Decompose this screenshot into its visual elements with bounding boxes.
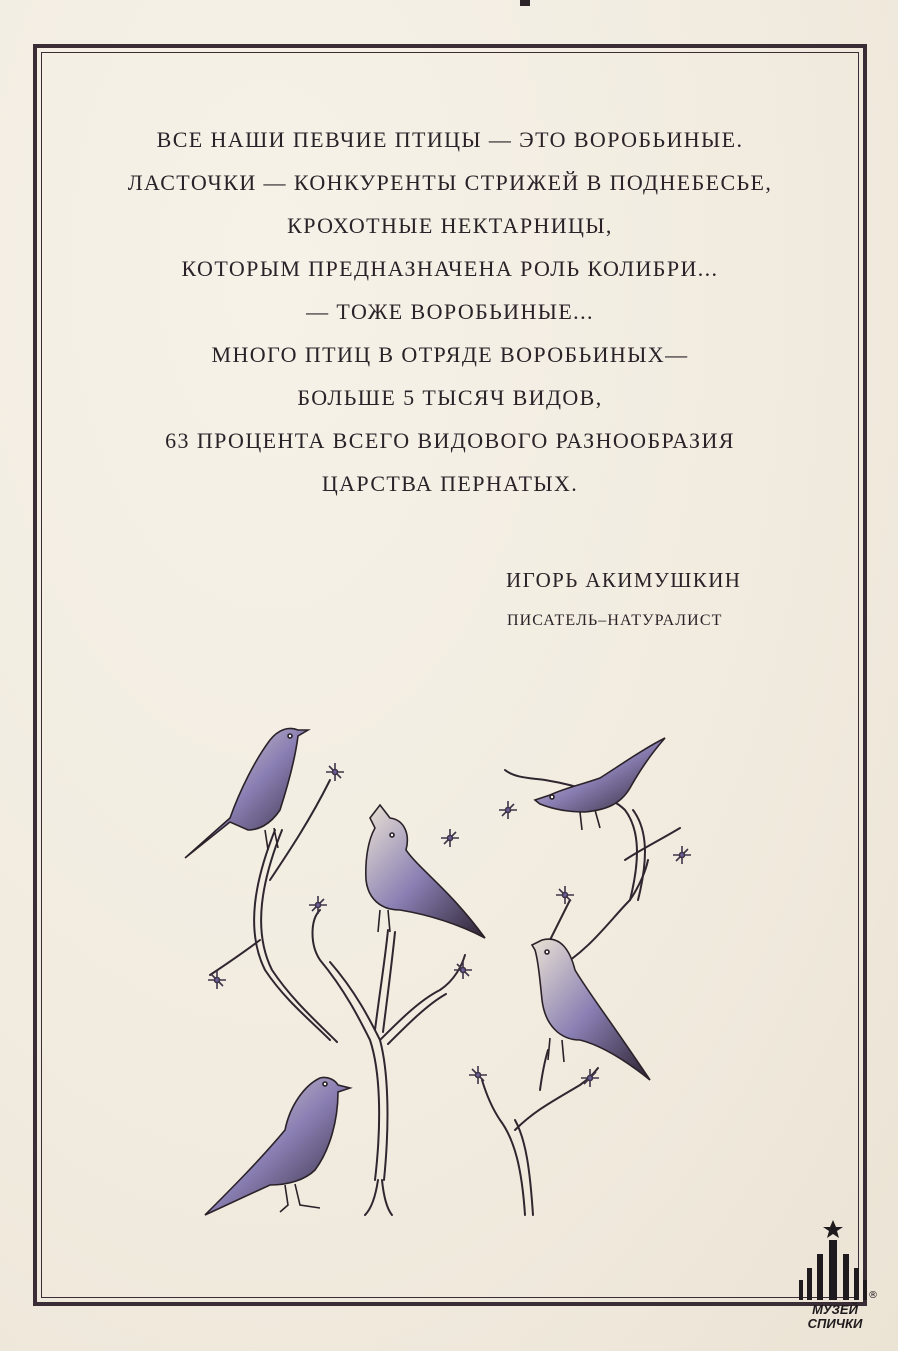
logo-line2: СПИЧКИ — [807, 1316, 863, 1331]
poem-line: ЛАСТОЧКИ — КОНКУРЕНТЫ СТРИЖЕЙ В ПОДНЕБЕСЬЕ, — [127, 170, 773, 195]
poem-line: — ТОЖЕ ВОРОБЬИНЫЕ... — [306, 299, 594, 324]
top-notch-mark — [520, 0, 530, 6]
bird-icon — [535, 738, 665, 830]
bird-icon — [532, 939, 650, 1080]
poem-line: 63 ПРОЦЕНТА ВСЕГО ВИДОВОГО РАЗНООБРАЗИЯ — [165, 428, 735, 453]
poem-line: БОЛЬШЕ 5 ТЫСЯЧ ВИДОВ, — [297, 385, 603, 410]
bird-icon — [185, 728, 308, 858]
center-tree — [313, 910, 466, 1215]
birds-on-branches-illustration — [170, 700, 710, 1240]
bird-icon — [205, 1077, 350, 1215]
poem-line: КОТОРЫМ ПРЕДНАЗНАЧЕНА РОЛЬ КОЛИБРИ... — [181, 256, 719, 281]
poem-line: МНОГО ПТИЦ В ОТРЯДЕ ВОРОБЬИНЫХ— — [211, 342, 689, 367]
author-title: ПИСАТЕЛЬ–НАТУРАЛИСТ — [507, 612, 723, 629]
poem-text — [60, 118, 840, 505]
author-name: ИГОРЬ АКИМУШКИН — [506, 568, 742, 592]
bird-icon — [366, 805, 485, 938]
poem-line: ВСЕ НАШИ ПЕВЧИЕ ПТИЦЫ — ЭТО ВОРОБЬИНЫЕ. — [156, 127, 744, 152]
poem-line: КРОХОТНЫЕ НЕКТАРНИЦЫ, — [287, 213, 613, 238]
logo-line1: МУЗЕЙ — [812, 1302, 858, 1317]
registered-mark: ® — [868, 1290, 878, 1301]
museum-logo-text — [797, 1303, 873, 1331]
poem-line: ЦАРСТВА ПЕРНАТЫХ. — [321, 471, 579, 496]
